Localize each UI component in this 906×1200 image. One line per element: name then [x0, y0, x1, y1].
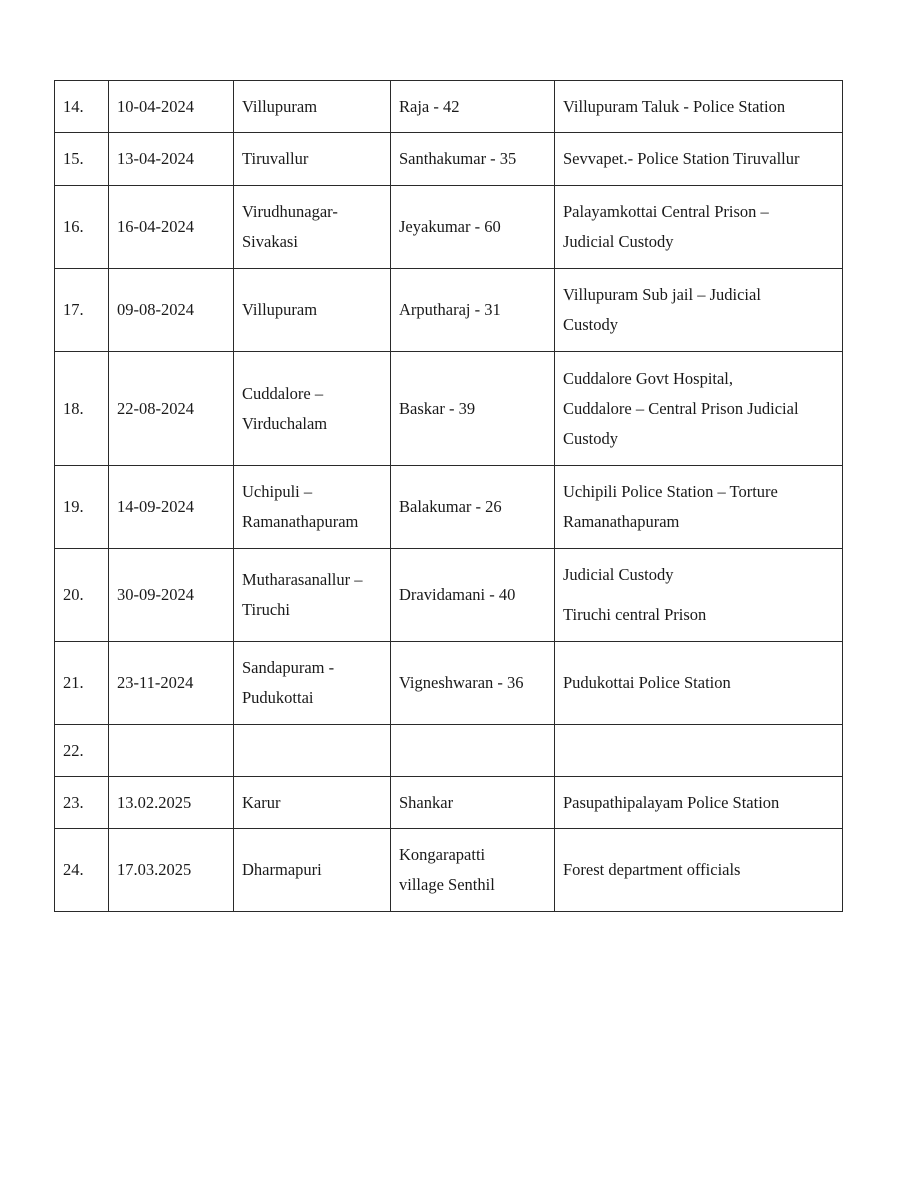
date-cell: 17.03.2025 [109, 829, 234, 912]
place-cell: Cuddalore – Virduchalam [234, 352, 391, 466]
table-row [55, 352, 843, 466]
location-cell: Pasupathipalayam Police Station [555, 777, 843, 829]
location-cell: Villupuram Sub jail – Judicial Custody [555, 269, 843, 352]
place-cell: Uchipuli – Ramanathapuram [234, 466, 391, 549]
table-row [55, 466, 843, 549]
table-row [55, 186, 843, 269]
victim-cell: Shankar [391, 777, 555, 829]
location-cell: Uchipili Police Station – Torture Ramanathapuram [555, 466, 843, 549]
custody-deaths-table [54, 80, 843, 912]
place-cell: Mutharasanallur – Tiruchi [234, 549, 391, 642]
location-cell: Cuddalore Govt Hospital, Cuddalore – Central Prison Judicial Custody [555, 352, 843, 466]
location-cell [555, 725, 843, 777]
date-cell: 30-09-2024 [109, 549, 234, 642]
serial-number-cell: 21. [55, 642, 109, 725]
date-cell: 13.02.2025 [109, 777, 234, 829]
serial-number-cell: 17. [55, 269, 109, 352]
table-row [55, 549, 843, 642]
place-cell: Dharmapuri [234, 829, 391, 912]
serial-number-cell: 14. [55, 81, 109, 133]
location-cell: Sevvapet.- Police Station Tiruvallur [555, 133, 843, 186]
serial-number-cell: 15. [55, 133, 109, 186]
place-cell: Tiruvallur [234, 133, 391, 186]
place-cell: Virudhunagar- Sivakasi [234, 186, 391, 269]
date-cell: 09-08-2024 [109, 269, 234, 352]
location-cell: Palayamkottai Central Prison – Judicial Custody [555, 186, 843, 269]
place-cell: Villupuram [234, 81, 391, 133]
date-cell: 14-09-2024 [109, 466, 234, 549]
victim-cell: Balakumar - 26 [391, 466, 555, 549]
victim-cell: Jeyakumar - 60 [391, 186, 555, 269]
location-cell: Pudukottai Police Station [555, 642, 843, 725]
serial-number-cell: 24. [55, 829, 109, 912]
date-cell: 22-08-2024 [109, 352, 234, 466]
date-cell: 13-04-2024 [109, 133, 234, 186]
victim-cell: Santhakumar - 35 [391, 133, 555, 186]
victim-cell [391, 725, 555, 777]
date-cell: 16-04-2024 [109, 186, 234, 269]
victim-cell: Vigneshwaran - 36 [391, 642, 555, 725]
victim-cell: Raja - 42 [391, 81, 555, 133]
date-cell: 10-04-2024 [109, 81, 234, 133]
serial-number-cell: 22. [55, 725, 109, 777]
date-cell [109, 725, 234, 777]
table-row [55, 642, 843, 725]
table-row [55, 269, 843, 352]
serial-number-cell: 19. [55, 466, 109, 549]
table-row [55, 829, 843, 912]
serial-number-cell: 23. [55, 777, 109, 829]
location-cell: Villupuram Taluk - Police Station [555, 81, 843, 133]
place-cell [234, 725, 391, 777]
place-cell: Karur [234, 777, 391, 829]
victim-cell: Kongarapatti village Senthil [391, 829, 555, 912]
table-row [55, 725, 843, 777]
table-row [55, 777, 843, 829]
victim-cell: Dravidamani - 40 [391, 549, 555, 642]
serial-number-cell: 20. [55, 549, 109, 642]
place-cell: Villupuram [234, 269, 391, 352]
table-row [55, 133, 843, 186]
victim-cell: Arputharaj - 31 [391, 269, 555, 352]
serial-number-cell: 18. [55, 352, 109, 466]
place-cell: Sandapuram - Pudukottai [234, 642, 391, 725]
table-row [55, 81, 843, 133]
serial-number-cell: 16. [55, 186, 109, 269]
location-cell: Forest department officials [555, 829, 843, 912]
victim-cell: Baskar - 39 [391, 352, 555, 466]
location-cell: Judicial Custody Tiruchi central Prison [555, 549, 843, 642]
date-cell: 23-11-2024 [109, 642, 234, 725]
